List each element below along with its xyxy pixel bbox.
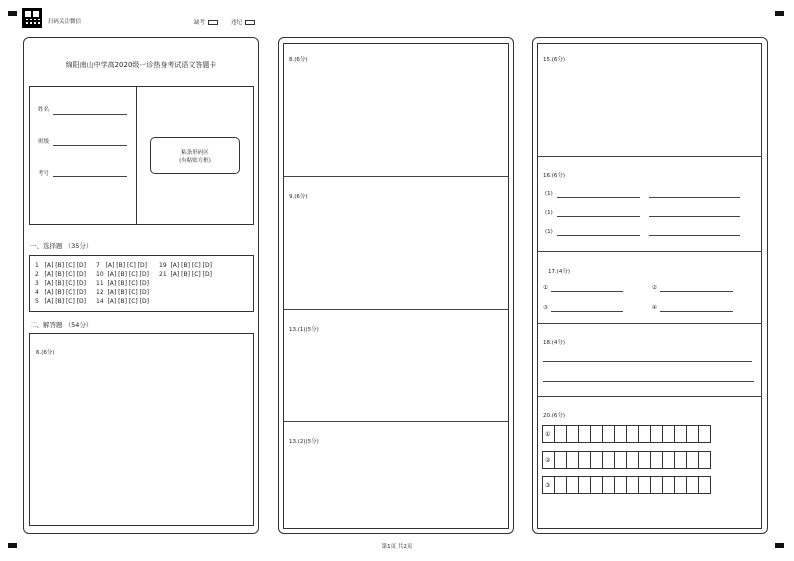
choice-row[interactable]: 14 [A] [B] [C] [D] bbox=[96, 298, 149, 305]
barcode-note: (有粘贴方框) bbox=[179, 158, 211, 164]
violation-box[interactable] bbox=[245, 20, 255, 25]
page-number: 第1页 共2页 bbox=[381, 544, 413, 550]
q6-label: 6.(6分) bbox=[36, 350, 55, 356]
q18-line[interactable] bbox=[543, 381, 754, 382]
q15-label: 15.(6分) bbox=[543, 57, 566, 63]
info-divider bbox=[136, 86, 137, 225]
grid-cell[interactable] bbox=[698, 451, 711, 469]
choice-row[interactable]: 11 [A] [B] [C] [D] bbox=[96, 280, 149, 287]
grid-cell: ② bbox=[542, 451, 555, 469]
q17-label: 17.(4分) bbox=[548, 269, 571, 275]
divider bbox=[537, 156, 762, 157]
q8-label: 8.(6分) bbox=[289, 57, 308, 63]
q16-label: 16.(6分) bbox=[543, 173, 566, 179]
q16-line[interactable] bbox=[557, 235, 640, 236]
violation-label: 违纪 bbox=[231, 20, 243, 26]
q9-label: 9.(6分) bbox=[289, 194, 308, 200]
answer-box-col2 bbox=[283, 43, 509, 529]
choice-row[interactable]: 5 [A] [B] [C] [D] bbox=[35, 298, 87, 305]
q13-2-label: 13.(2)(5分) bbox=[289, 439, 319, 445]
q16-line[interactable] bbox=[649, 216, 740, 217]
class-field[interactable] bbox=[53, 145, 127, 146]
q16-item: (1) bbox=[545, 210, 553, 216]
q17-line[interactable] bbox=[660, 311, 733, 312]
choice-row[interactable]: 10 [A] [B] [C] [D] bbox=[96, 271, 149, 278]
choice-row[interactable]: 2 [A] [B] [C] [D] bbox=[35, 271, 87, 278]
name-field[interactable] bbox=[53, 114, 127, 115]
absent-box[interactable] bbox=[208, 20, 218, 25]
q17-line[interactable] bbox=[551, 311, 623, 312]
q16-line[interactable] bbox=[649, 235, 740, 236]
divider bbox=[283, 309, 509, 310]
q13-1-label: 13.(1)(5分) bbox=[289, 327, 319, 333]
q20-grid-row[interactable] bbox=[543, 476, 711, 494]
qr-code-icon bbox=[22, 8, 42, 28]
divider bbox=[537, 323, 762, 324]
q16-item: (1) bbox=[545, 191, 553, 197]
qr-label: 扫码关注微信 bbox=[48, 19, 82, 25]
absent-label: 缺考 bbox=[194, 20, 206, 26]
grid-cell: ③ bbox=[542, 476, 555, 494]
section2-title: 二、解答题 （54分） bbox=[30, 321, 93, 329]
barcode-area bbox=[150, 137, 240, 174]
number-label: 考号 bbox=[38, 171, 50, 177]
corner-mark bbox=[8, 11, 17, 16]
grid-cell[interactable] bbox=[698, 425, 711, 443]
q16-line[interactable] bbox=[649, 197, 740, 198]
number-field[interactable] bbox=[53, 176, 127, 177]
q20-label: 20.(6分) bbox=[543, 413, 566, 419]
absent-checkbox[interactable] bbox=[194, 18, 218, 26]
page-title: 绵阳南山中学高2020级一诊热身考试语文答题卡 bbox=[65, 61, 217, 69]
q17-item: ① bbox=[543, 285, 548, 291]
choice-row[interactable]: 4 [A] [B] [C] [D] bbox=[35, 289, 87, 296]
choice-row[interactable]: 19 [A] [B] [C] [D] bbox=[159, 262, 212, 269]
section1-title: 一、选择题 （35分） bbox=[30, 242, 93, 250]
q20-grid-row[interactable] bbox=[543, 451, 711, 469]
choice-row[interactable]: 12 [A] [B] [C] [D] bbox=[96, 289, 149, 296]
choice-row[interactable]: 7 [A] [B] [C] [D] bbox=[96, 262, 148, 269]
q17-item: ④ bbox=[652, 305, 657, 311]
choice-row[interactable]: 21 [A] [B] [C] [D] bbox=[159, 271, 212, 278]
divider bbox=[537, 251, 762, 252]
choice-row[interactable]: 3 [A] [B] [C] [D] bbox=[35, 280, 87, 287]
q16-line[interactable] bbox=[557, 197, 640, 198]
answer-box-q6[interactable] bbox=[29, 333, 254, 526]
grid-cell: ① bbox=[542, 425, 555, 443]
divider bbox=[283, 176, 509, 177]
q18-label: 18.(4分) bbox=[543, 340, 566, 346]
class-label: 班级 bbox=[38, 139, 50, 145]
q20-grid-row[interactable] bbox=[543, 425, 711, 443]
q17-item: ③ bbox=[543, 305, 548, 311]
violation-checkbox[interactable] bbox=[231, 18, 255, 26]
q17-line[interactable] bbox=[551, 291, 623, 292]
q16-line[interactable] bbox=[557, 216, 640, 217]
divider bbox=[537, 396, 762, 397]
grid-cell[interactable] bbox=[698, 476, 711, 494]
q18-line[interactable] bbox=[543, 361, 752, 362]
barcode-title: 粘条形码区 bbox=[181, 150, 209, 156]
q16-item: (1) bbox=[545, 229, 553, 235]
divider bbox=[283, 421, 509, 422]
q17-line[interactable] bbox=[660, 291, 733, 292]
choice-row[interactable]: 1 [A] [B] [C] [D] bbox=[35, 262, 87, 269]
q17-item: ② bbox=[652, 285, 657, 291]
corner-mark bbox=[775, 11, 784, 16]
name-label: 姓名 bbox=[38, 107, 50, 113]
